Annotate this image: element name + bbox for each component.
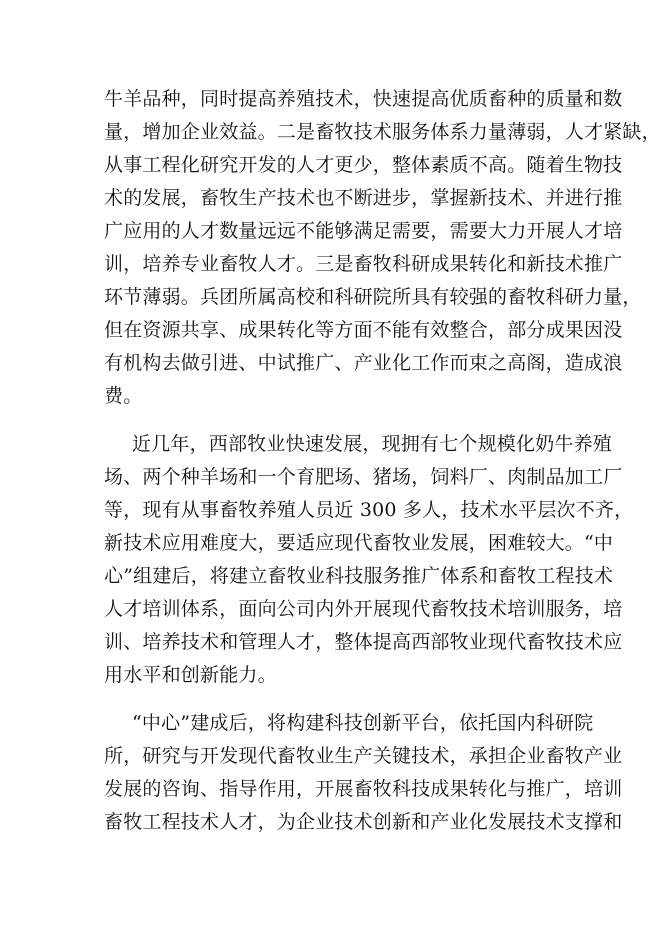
- text-line: 训、培养技术和管理人才，整体提高西部牧业现代畜牧技术应: [104, 631, 623, 653]
- text-line: 场、两个种羊场和一个育肥场、猪场，饲料厂、肉制品加工厂: [104, 466, 623, 488]
- text-line: 等，现有从事畜牧养殖人员近 300 多人，技术水平层次不齐，: [104, 499, 634, 521]
- text-line: 牛羊品种，同时提高养殖技术，快速提高优质畜种的质量和数: [104, 88, 623, 110]
- text-line: 但在资源共享、成果转化等方面不能有效整合，部分成果因没: [104, 319, 623, 341]
- text-line: 畜牧工程技术人才，为企业技术创新和产业化发展技术支撑和: [104, 811, 623, 833]
- text-line: 有机构去做引进、中试推广、产业化工作而束之高阁，造成浪: [104, 352, 623, 374]
- text-line: 人才培训体系，面向公司内外开展现代畜牧技术培训服务，培: [104, 598, 623, 620]
- text-line: 新技术应用难度大，要适应现代畜牧业发展，困难较大。“中: [104, 532, 614, 554]
- text-line: 量，增加企业效益。二是畜牧技术服务体系力量薄弱，人才紧缺，: [104, 121, 661, 143]
- text-line: 费。: [104, 385, 143, 407]
- text-line: 从事工程化研究开发的人才更少，整体素质不高。随着生物技: [104, 154, 623, 176]
- text-line: 发展的咨询、指导作用，开展畜牧科技成果转化与推广，培训: [104, 778, 623, 800]
- text-line: 所，研究与开发现代畜牧业生产关键技术，承担企业畜牧产业: [104, 745, 623, 767]
- paragraph-first-line: “中心”建成后，将构建科技创新平台，依托国内科研院: [132, 712, 594, 734]
- text-line: 训，培养专业畜牧人才。三是畜牧科研成果转化和新技术推广: [104, 253, 623, 275]
- text-line: 环节薄弱。兵团所属高校和科研院所具有较强的畜牧科研力量，: [104, 286, 642, 308]
- text-line: 用水平和创新能力。: [104, 664, 277, 686]
- text-line: 心”组建后，将建立畜牧业科技服务推广体系和畜牧工程技术: [104, 565, 614, 587]
- text-line: 术的发展，畜牧生产技术也不断进步，掌握新技术、并进行推: [104, 187, 623, 209]
- text-line: 广应用的人才数量远远不能够满足需要，需要大力开展人才培: [104, 220, 623, 242]
- paragraph-first-line: 近几年，西部牧业快速发展，现拥有七个规模化奶牛养殖: [132, 433, 613, 455]
